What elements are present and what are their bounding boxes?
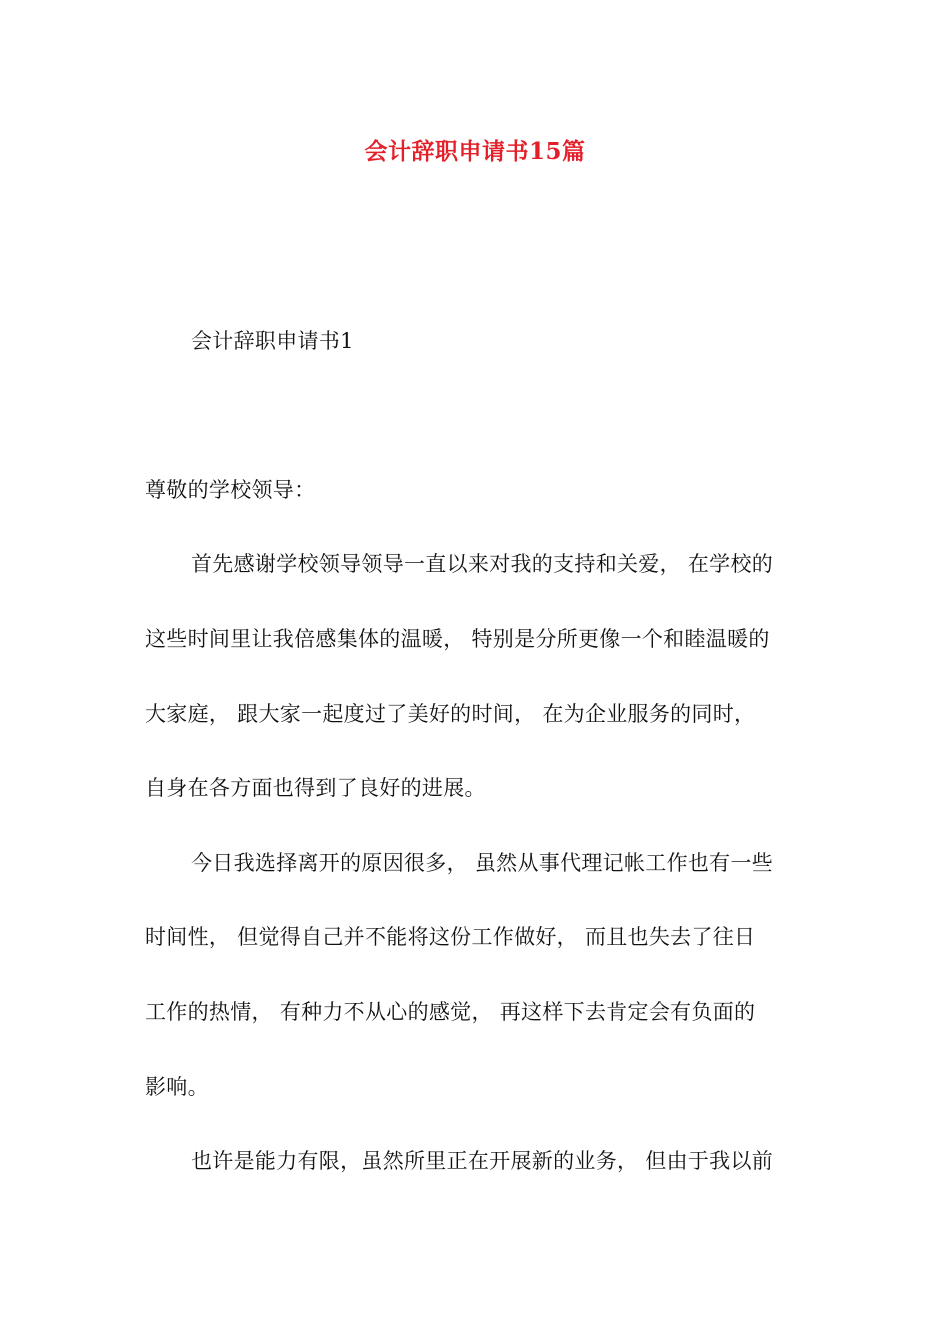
paragraph-line: 工作的热情， 有种力不从心的感觉， 再这样下去肯定会有负面的: [145, 1000, 756, 1024]
paragraph-line: 今日我选择离开的原因很多， 虽然从事代理记帐工作也有一些: [191, 851, 774, 875]
document-title: 会计辞职申请书15篇: [364, 138, 586, 165]
paragraph-line: 影响。: [145, 1075, 209, 1099]
paragraph-line: 大家庭， 跟大家一起度过了美好的时间， 在为企业服务的同时，: [145, 702, 756, 726]
paragraph-line: 首先感谢学校领导领导一直以来对我的支持和关爱， 在学校的: [191, 552, 774, 576]
paragraph-line: 也许是能力有限，虽然所里正在开展新的业务， 但由于我以前: [191, 1149, 774, 1173]
salutation: 尊敬的学校领导：: [145, 478, 316, 502]
section-heading: 会计辞职申请书1: [191, 329, 354, 353]
paragraph-line: 这些时间里让我倍感集体的温暖， 特别是分所更像一个和睦温暖的: [145, 627, 770, 651]
paragraph-line: 时间性， 但觉得自己并不能将这份工作做好， 而且也失去了往日: [145, 925, 756, 949]
paragraph-line: 自身在各方面也得到了良好的进展。: [145, 776, 486, 800]
